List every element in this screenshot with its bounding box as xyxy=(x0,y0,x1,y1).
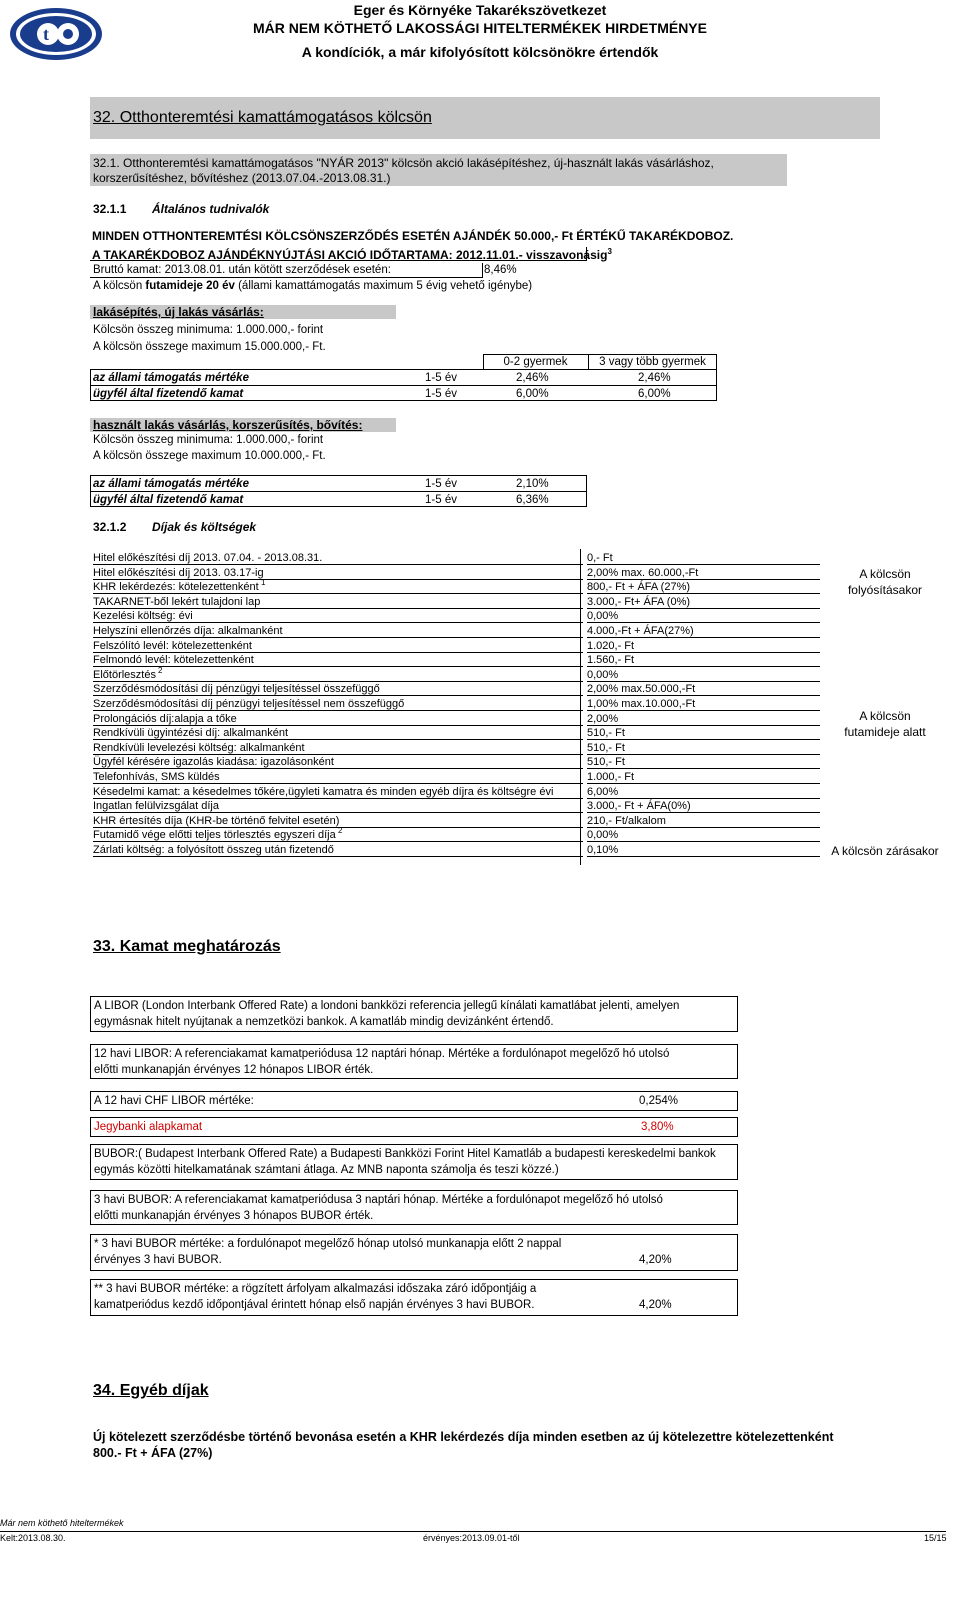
fee-value: 0,- Ft xyxy=(587,552,613,564)
fee-label: KHR értesítés díja (KHR-be történő felvitel esetén) xyxy=(93,814,340,827)
section-32-1-header xyxy=(90,154,787,186)
used-home-min: Kölcsön összeg minimuma: 1.000.000,- forint xyxy=(93,434,324,446)
fee-row xyxy=(93,726,819,740)
bubor-double-star-line-a: ** 3 havi BUBOR mértéke: a rögzített árfolyam alkalmazási időszaka záró időpontjáig a xyxy=(94,1283,537,1295)
footer-valid-from: érvényes:2013.09.01-től xyxy=(423,1533,520,1543)
base-rate-box xyxy=(90,1117,738,1137)
chf-libor-box xyxy=(90,1091,738,1111)
fee-label: Késedelmi kamat: a késedelmes tőkére,ügyleti kamatra és minden egyéb díjra és költségre évi xyxy=(93,785,554,798)
fee-value: 0,00% xyxy=(587,610,619,623)
fee-row xyxy=(93,712,819,726)
fee-row xyxy=(93,843,819,857)
loan-term-note xyxy=(93,279,532,293)
fee-row xyxy=(93,653,819,667)
fee-row xyxy=(93,624,819,638)
fee-value: 1,00% max.10.000,-Ft xyxy=(587,698,696,710)
chf-libor-label: A 12 havi CHF LIBOR mértéke: xyxy=(94,1095,254,1107)
fee-side-term: A kölcsön futamideje alatt xyxy=(844,709,926,739)
libor-12-box xyxy=(90,1044,738,1079)
svg-text:t: t xyxy=(43,24,49,44)
libor-12-line-a: 12 havi LIBOR: A referenciakamat kamatperiódusa 12 naptári hónap. Mértéke a fordulónapot megelőző hó utolsó xyxy=(94,1048,670,1060)
fee-label: Felmondó levél: kötelezettenként xyxy=(93,654,254,667)
gift-line-2-text: A TAKARÉKDOBOZ AJÁNDÉKNYÚJTÁSI AKCIÓ IDŐTARTAMA: 2012.11.01.- visszavonásig xyxy=(92,248,608,262)
state-subsidy-b: 2,46% xyxy=(638,372,671,384)
new-home-min: Kölcsön összeg minimuma: 1.000.000,- forint xyxy=(93,324,324,336)
fee-value: 510,- Ft xyxy=(587,741,625,754)
fee-value: 2,00% xyxy=(587,712,619,725)
fee-row xyxy=(93,566,819,580)
bubor-double-star-value: 4,20% xyxy=(639,1299,672,1311)
client-rate-period: 1-5 év xyxy=(425,388,457,400)
section-32-1-2-title: Díjak és költségek xyxy=(152,520,257,534)
fee-label: Kezelési költség: évi xyxy=(93,610,193,623)
fee-value: 2,00% max. 60.000,-Ft xyxy=(587,566,699,579)
fee-row xyxy=(93,814,819,828)
used-home-header xyxy=(90,418,396,432)
fee-label: Futamidő vége előtti teljes törlesztés egyszeri díja xyxy=(93,829,336,842)
section-32-1-2-number: 32.1.2 xyxy=(93,520,127,534)
fee-row xyxy=(93,697,819,711)
fee-label: Szerződésmódosítási díj pénzügyi teljesítéssel összefüggő xyxy=(93,683,380,696)
base-rate-value: 3,80% xyxy=(641,1121,674,1133)
section-32-1-1-title: Általános tudnivalók xyxy=(152,202,270,216)
bubor-star-line-a: * 3 havi BUBOR mértéke: a fordulónapot megelőző hónap utolsó munkanapja előtt 2 nappal xyxy=(94,1238,562,1250)
fee-label: Felszólító levél: kötelezettenként xyxy=(93,639,252,652)
fee-footnote-marker: 2 xyxy=(158,665,163,675)
fee-footnote-marker: 2 xyxy=(338,826,343,836)
fee-value: 2,00% max.50.000,-Ft xyxy=(587,683,696,696)
col-3-plus-children: 3 vagy több gyermek xyxy=(599,356,706,368)
section-32-title: 32. Otthonteremtési kamattámogatásos kölcsön xyxy=(93,109,432,126)
client-rate-b: 6,00% xyxy=(638,388,671,400)
document-subtitle: A kondíciók, a már kifolyósított kölcsönökre értendők xyxy=(301,44,659,60)
fee-row xyxy=(93,595,819,609)
footer-issued: Kelt:2013.08.30. xyxy=(0,1533,66,1543)
fee-row xyxy=(93,785,819,799)
fee-value: 1.020,- Ft xyxy=(587,639,635,652)
bubor-star-box xyxy=(90,1234,738,1271)
bubor-double-star-box xyxy=(90,1279,738,1316)
fee-row xyxy=(93,609,819,623)
fee-label: Prolongációs díj:alapja a tőke xyxy=(93,712,237,725)
fee-value: 6,00% xyxy=(587,785,619,798)
fee-label: Hitel előkészítési díj 2013. 07.04. - 2013.08.31. xyxy=(93,552,323,564)
used-subsidy-period: 1-5 év xyxy=(425,478,457,490)
fee-label: Hitel előkészítési díj 2013. 03.17-ig xyxy=(93,566,264,579)
fee-label: Szerződésmódosítási díj pénzügyi teljesítéssel nem összefüggő xyxy=(93,698,405,710)
bubor-3-line-a: 3 havi BUBOR: A referenciakamat kamatperiódusa 3 naptári hónap. Mértéke a fordulónapot megelőző hó utolsó xyxy=(94,1194,663,1206)
fee-value: 0,10% xyxy=(587,844,619,856)
fee-row xyxy=(93,665,819,682)
bubor-double-star-line-b: kamatperiódus kezdő időpontjával érintett hónap első napján érvényes 3 havi BUBOR. xyxy=(94,1299,535,1311)
bubor-star-line-b: érvényes 3 havi BUBOR. xyxy=(94,1254,222,1266)
bubor-3-box xyxy=(90,1190,738,1225)
term-duration: futamideje 20 év xyxy=(145,280,235,292)
fee-label: Telefonhívás, SMS küldés xyxy=(93,771,220,783)
used-home-max: A kölcsön összege maximum 10.000.000,- Ft. xyxy=(93,450,326,462)
fee-value: 1.560,- Ft xyxy=(587,654,635,667)
section-34-title: 34. Egyéb díjak xyxy=(93,1382,209,1399)
fee-label: Előtörlesztés xyxy=(93,668,156,681)
fee-label: KHR lekérdezés: kötelezettenként xyxy=(93,581,259,594)
state-subsidy-period: 1-5 év xyxy=(425,372,457,384)
new-home-title: lakásépítés, új lakás vásárlás: xyxy=(93,305,264,319)
fee-row xyxy=(93,828,819,842)
fee-label: Ügyfél kérésére igazolás kiadása: igazolásonként xyxy=(93,756,334,769)
fee-row xyxy=(93,682,819,696)
fee-row xyxy=(93,741,819,755)
fee-row xyxy=(93,770,819,784)
used-client-a: 6,36% xyxy=(516,494,549,506)
gross-rate-value: 8,46% xyxy=(484,264,517,276)
state-subsidy-a: 2,46% xyxy=(516,372,549,384)
fee-label: Zárlati költség: a folyósított összeg után fizetendő xyxy=(93,844,334,856)
fee-row xyxy=(93,799,819,813)
fee-footnote-marker: 1 xyxy=(261,578,266,588)
institution-name: Eger és Környéke Takarékszövetkezet xyxy=(353,2,607,18)
fee-value: 510,- Ft xyxy=(587,727,625,740)
fee-side-closing: A kölcsön zárásakor xyxy=(831,844,939,858)
fee-value: 210,- Ft/alkalom xyxy=(587,814,666,827)
document-title: MÁR NEM KÖTHETŐ LAKOSSÁGI HITELTERMÉKEK HIRDETMÉNYE xyxy=(253,20,707,36)
fee-label: Rendkívüli levelezési költség: alkalmanként xyxy=(93,741,305,754)
new-home-header xyxy=(90,305,396,319)
section-33-title: 33. Kamat meghatározás xyxy=(93,938,281,955)
base-rate-label: Jegybanki alapkamat xyxy=(94,1121,203,1133)
fee-value: 0,00% xyxy=(587,668,619,681)
footnote-marker: 3 xyxy=(607,247,612,256)
section-32-header-bar xyxy=(90,97,880,139)
section-32-1-1-number: 32.1.1 xyxy=(93,202,127,216)
client-rate-a: 6,00% xyxy=(516,388,549,400)
section-32-1-title: 32.1. Otthonteremtési kamattámogatásos "NYÁR 2013" kölcsön akció lakásépítéshez, új-használt lakás vásárláshoz, korszerűsítéshez, bővítéshez (2013.07.04.-2013.08.31.) xyxy=(93,156,714,185)
used-client-label: ügyfél által fizetendő kamat xyxy=(93,494,244,506)
fee-label: Helyszíni ellenőrzés díja: alkalmanként xyxy=(93,625,283,637)
term-prefix: A kölcsön xyxy=(93,280,146,292)
bubor-star-value: 4,20% xyxy=(639,1254,672,1266)
fee-value: 3.000,- Ft + ÁFA(0%) xyxy=(587,800,691,813)
bubor-3-line-b: előtti munkanapján érvényes 3 hónapos BUBOR érték. xyxy=(94,1210,374,1222)
used-subsidy-label: az állami támogatás mértéke xyxy=(93,478,249,490)
gift-line-1: MINDEN OTTHONTEREMTÉSI KÖLCSÖNSZERZŐDÉS ESETÉN AJÁNDÉK 50.000,- Ft ÉRTÉKŰ TAKARÉKDOBOZ. xyxy=(92,229,734,243)
bubor-definition: BUBOR:( Budapest Interbank Offered Rate) a Budapesti Bankközi Forint Hitel Kamatláb a budapesti kereskedelmi bankok egymás közötti hitelkamatának számtani átlaga. Az MNB naponta számolja és teszi közzé.) xyxy=(90,1144,738,1180)
fee-row xyxy=(93,755,819,769)
section-34-text: Új kötelezett szerződésbe történő bevonása esetén a KHR lekérdezés díja minden esetben az új kötelezettre kötelezettenként 800.- Ft + ÁFA (27%) xyxy=(93,1430,834,1460)
client-rate-label: ügyfél által fizetendő kamat xyxy=(93,388,244,400)
fee-row xyxy=(93,551,819,565)
used-home-title: használt lakás vásárlás, korszerűsítés, bővítés: xyxy=(93,418,363,432)
term-suffix: (állami kamattámogatás maximum 5 évig vehető igénybe) xyxy=(234,280,533,292)
fee-value: 1.000,- Ft xyxy=(587,771,635,783)
fee-value: 0,00% xyxy=(587,829,619,842)
fee-side-disbursement: A kölcsön folyósításakor xyxy=(847,567,923,597)
col-0-2-children: 0-2 gyermek xyxy=(503,356,568,368)
libor-12-line-b: előtti munkanapján érvényes 12 hónapos LIBOR érték. xyxy=(94,1064,374,1076)
new-home-max: A kölcsön összege maximum 15.000.000,- Ft. xyxy=(93,341,326,353)
fee-label: Ingatlan felülvizsgálat díja xyxy=(93,800,219,813)
fee-value: 3.000,- Ft+ ÁFA (0%) xyxy=(587,595,691,608)
fee-value: 800,- Ft + ÁFA (27%) xyxy=(587,581,691,594)
gross-rate-label: Bruttó kamat: 2013.08.01. után kötött szerződések esetén: xyxy=(93,264,391,276)
fee-row xyxy=(93,580,819,594)
fee-label: TAKARNET-ből lekért tulajdoni lap xyxy=(93,595,261,608)
libor-definition: A LIBOR (London Interbank Offered Rate) a londoni bankközi referencia jellegű kínálati kamatlábat jelenti, amelyen egymásnak hitelt nyújtanak a nemzetközi bankok. A kamatláb mindig devizánként értendő. xyxy=(90,996,738,1032)
fee-label: Rendkívüli ügyintézési díj: alkalmanként xyxy=(93,727,289,740)
footer-page-number: 15/15 xyxy=(924,1533,947,1543)
used-client-period: 1-5 év xyxy=(425,494,457,506)
fee-value: 510,- Ft xyxy=(587,756,625,769)
used-subsidy-a: 2,10% xyxy=(516,478,549,490)
fee-value: 4.000,-Ft + ÁFA(27%) xyxy=(587,625,694,637)
footer-doc-name: Már nem köthető hiteltermékek xyxy=(0,1518,124,1528)
chf-libor-value: 0,254% xyxy=(639,1095,679,1107)
state-subsidy-label: az állami támogatás mértéke xyxy=(93,372,249,384)
fee-row xyxy=(93,639,819,653)
